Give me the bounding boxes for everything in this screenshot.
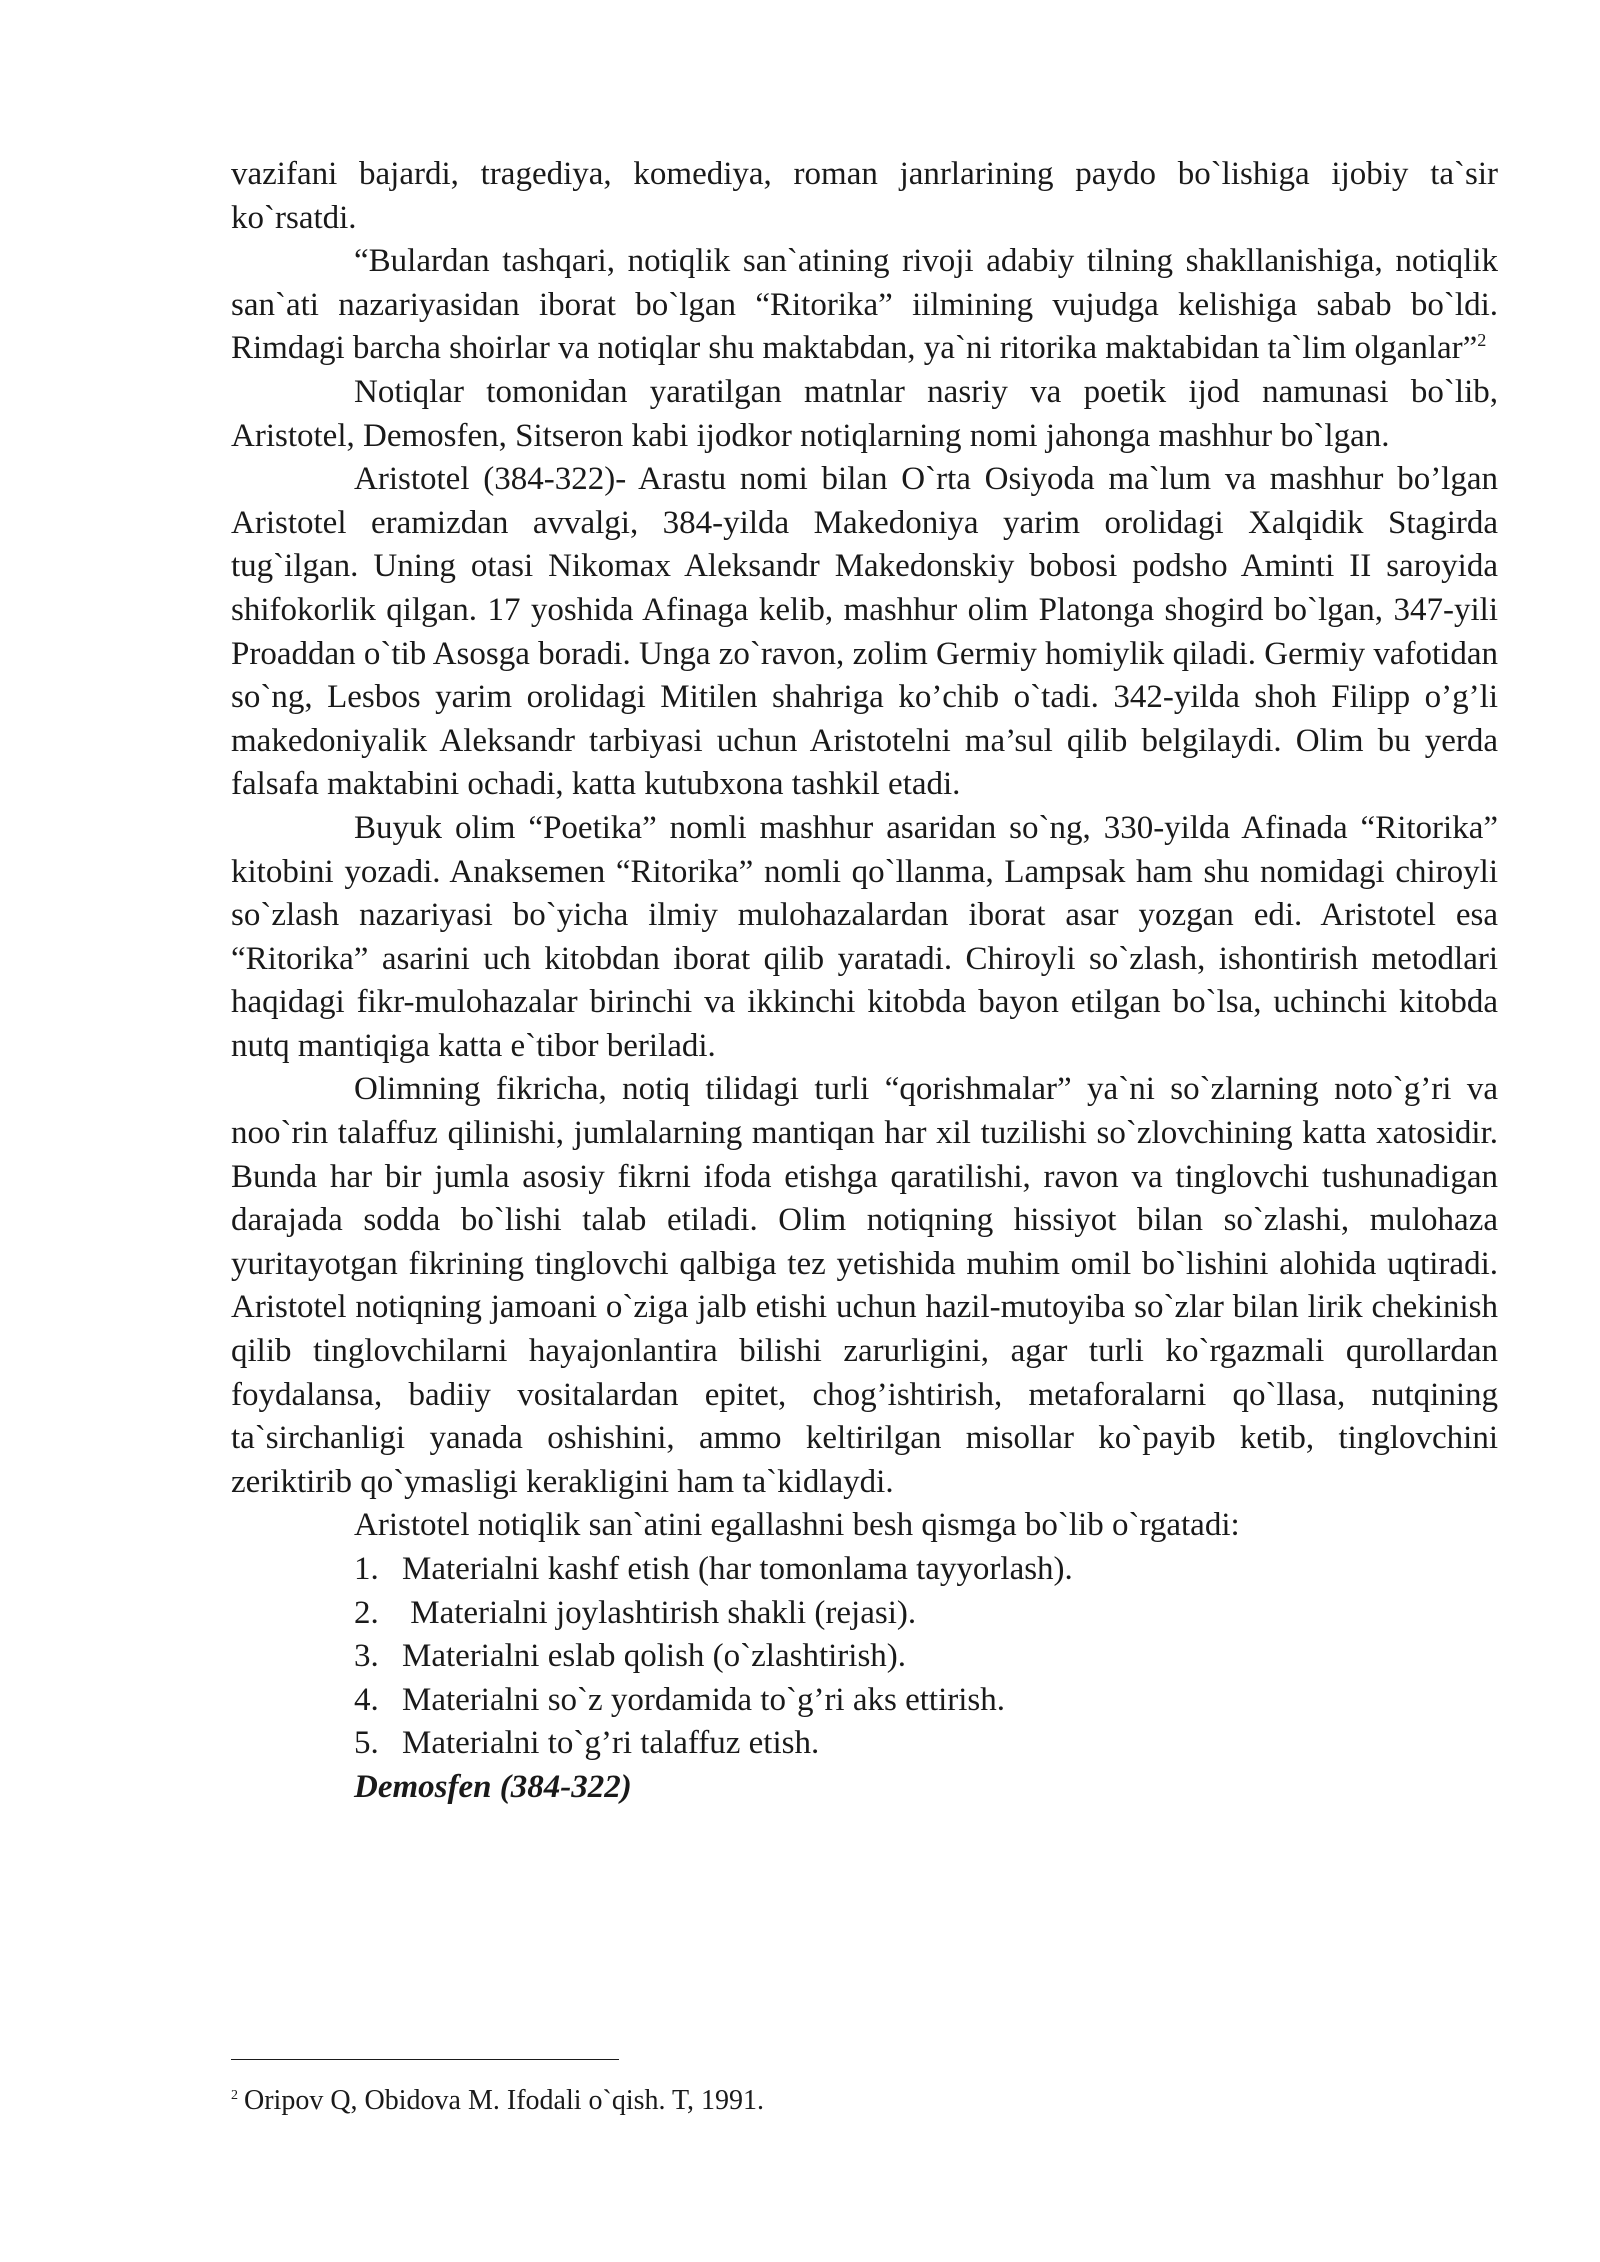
paragraph-1: vazifani bajardi, tragediya, komediya, roman janrlarining paydo bo`lishiga ijobiy ta`sir ko`rsatdi. xyxy=(231,156,1498,236)
list-item xyxy=(354,1722,1498,1766)
footnote-text: Oripov Q, Obidova M. Ifodali o`qish. T, 1991. xyxy=(244,2085,765,2116)
numbered-list xyxy=(231,1548,1498,1766)
footnote-marker: 2 xyxy=(231,2087,238,2103)
list-item-text: Materialni so`z yordamida to`g’ri aks ettirish. xyxy=(402,1681,1005,1718)
list-item xyxy=(354,1592,1498,1636)
body-text xyxy=(231,153,1498,1810)
paragraph-4-aristotel-bio: Aristotel (384-322)- Arastu nomi bilan O`rta Osiyoda ma`lum va mashhur bo’lgan Aristotel eramizdan avvalgi, 384-yilda Makedoniya yarim orolidagi Xalqidik Stagirda tug`ilgan. Uning otasi Nikomax Aleksandr Makedonskiy bobosi podsho Aminti II saroyida shifokorlik qilgan. 17 yoshida Afinaga kelib, mashhur olim Platonga shogird bo`lgan, 347-yili Proaddan o`tib Asosga boradi. Unga zo`ravon, zolim Germiy homiylik qiladi. Germiy vafotidan so`ng, Lesbos yarim orolidagi Mitilen shahriga ko’chib o`tadi. 342-yilda shoh Filipp o’g’li makedoniyalik Aleksandr tarbiyasi uchun Aristotelni ma’sul qilib belgilaydi. Olim bu yerda falsafa maktabini ochadi, katta kutubxona tashkil etadi. xyxy=(231,461,1498,803)
list-item-text: Materialni kashf etish (har tomonlama tayyorlash). xyxy=(402,1551,1073,1587)
paragraph-2-text: “Bulardan tashqari, notiqlik san`atining rivoji adabiy tilning shakllanishiga, notiqlik san`ati nazariyasidan iborat bo`lgan “Ritorika” iilmining vujudga kelishiga sabab bo`ldi. Rimdagi barcha shoirlar va notiqlar shu maktabdan, ya`ni ritorika maktabidan ta`lim olganlar” xyxy=(231,243,1498,367)
list-item-number: 5. xyxy=(354,1725,379,1762)
list-item xyxy=(354,1548,1498,1592)
list-item xyxy=(354,1679,1498,1723)
list-item-text: Materialni joylashtirish shakli (rejasi). xyxy=(402,1594,917,1631)
paragraph-6-views: Olimning fikricha, notiq tilidagi turli “qorishmalar” ya`ni so`zlarning noto`g’ri va noo`rin talaffuz qilinishi, jumlalarning mantiqan har xil tuzilishi so`zlovchining katta xatosidir. Bunda har bir jumla asosiy fikrni ifoda etishga qaratilishi, ravon va tinglovchi tushunadigan darajada sodda bo`lishi talab etiladi. Olim notiqning hissiyot bilan so`zlashi, mulohaza yuritayotgan fikrining tinglovchi qalbiga tez yetishida muhim omil bo`lishini alohida uqtiradi. Aristotel notiqning jamoani o`ziga jalb etishi uchun hazil-mutoyiba so`zlar bilan lirik chekinish qilib tinglovchilarni hayajonlantira bilishi zarurligini, agar turli ko`rgazmali qurollardan foydalansa, badiiy vositalardan epitet, chog’ishtirish, metaforalarni qo`llasa, nutqining ta`sirchanligi yanada oshishini, ammo keltirilgan misollar ko`payib ketib, tinglovchini zeriktirib qo`ymasligi kerakligini ham ta`kidlaydi. xyxy=(231,1071,1498,1500)
footnote-separator xyxy=(231,2059,619,2060)
footnote-reference[interactable]: 2 xyxy=(1477,330,1487,351)
footnote xyxy=(231,2083,1498,2119)
paragraph-5-ritorika: Buyuk olim “Poetika” nomli mashhur asaridan so`ng, 330-yilda Afinada “Ritorika” kitobini yozadi. Anaksemen “Ritorika” nomli qo`llanma, Lampsak ham shu nomidagi chiroyli so`zlash nazariyasi bo`yicha ilmiy mulohazalardan iborat asar yozgan edi. Aristotel esa “Ritorika” asarini uch kitobdan iborat qilib yaratadi. Chiroyli so`zlash, ishontirish metodlari haqidagi fikr-mulohazalar birinchi va ikkinchi kitobda bayon etilgan bo`lsa, uchinchi kitobda nutq mantiqiga katta e`tibor beriladi. xyxy=(231,809,1498,1064)
list-item-number: 4. xyxy=(354,1681,379,1718)
paragraph-7-list-intro: Aristotel notiqlik san`atini egallashni besh qismga bo`lib o`rgatadi: xyxy=(354,1507,1240,1544)
section-heading: Demosfen (384-322) xyxy=(354,1768,632,1805)
list-item-text: Materialni eslab qolish (o`zlashtirish). xyxy=(402,1638,907,1675)
list-item-number: 3. xyxy=(354,1638,379,1675)
list-item-text: Materialni to`g’ri talaffuz etish. xyxy=(402,1725,820,1762)
list-item-number: 2. xyxy=(354,1594,379,1631)
list-item-number: 1. xyxy=(354,1551,379,1587)
list-item xyxy=(354,1635,1498,1679)
paragraph-3: Notiqlar tomonidan yaratilgan matnlar nasriy va poetik ijod namunasi bo`lib, Aristotel, Demosfen, Sitseron kabi ijodkor notiqlarning nomi jahonga mashhur bo`lgan. xyxy=(231,373,1498,454)
paragraph-2-quote xyxy=(231,240,1498,371)
